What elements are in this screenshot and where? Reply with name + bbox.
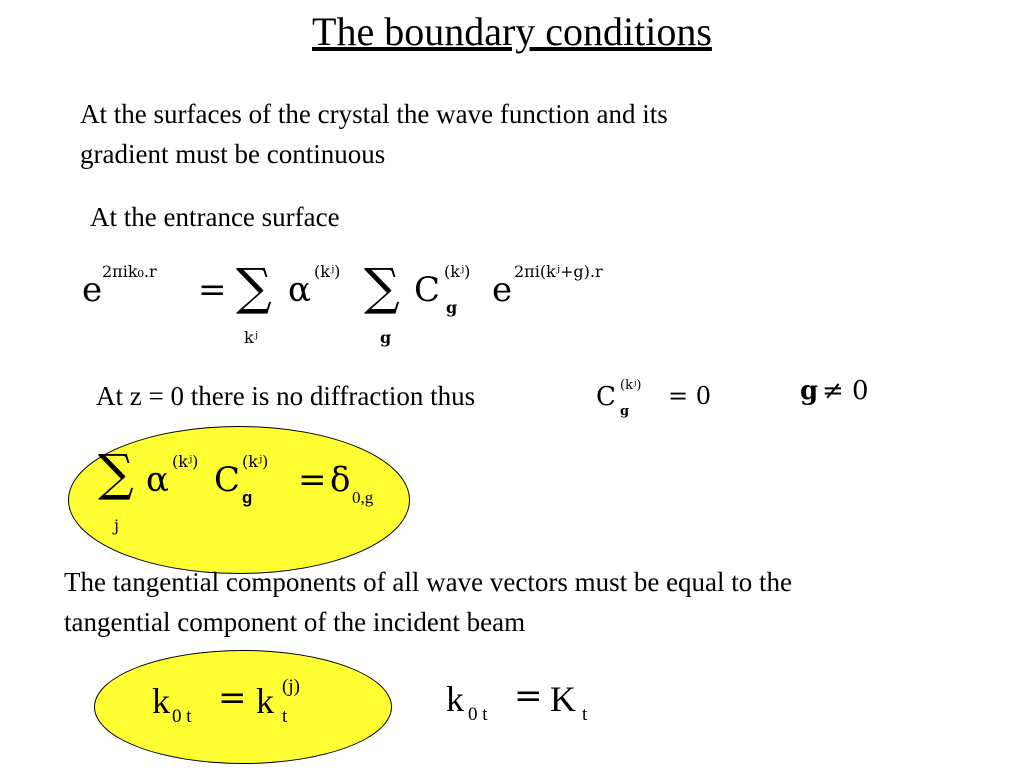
lhs-e: e (82, 270, 103, 310)
k0t-subscript: 0 t (172, 706, 192, 727)
alpha-superscript: (kʲ) (314, 262, 341, 281)
rhs-e: e (492, 270, 513, 310)
continuity-statement-line1: At the surfaces of the crystal the wave function and its (80, 99, 668, 129)
C-subscript: g (446, 298, 458, 317)
sum-sign-1: ∑ (236, 258, 272, 316)
sum1-index: kʲ (244, 328, 258, 347)
Kt-subscript: t (582, 704, 588, 725)
continuity-statement-line2: gradient must be continuous (80, 139, 386, 169)
entrance-equals: = (198, 270, 227, 310)
norm-equals: = (298, 460, 327, 500)
norm-alpha-superscript: (kʲ) (172, 452, 199, 471)
entrance-surface-label: At the entrance surface (90, 202, 340, 232)
C-coefficient: C (414, 270, 441, 310)
sum-j-index: j (114, 516, 119, 535)
delta-subscript: 0,g (352, 488, 374, 507)
kjt-superscript: (j) (282, 676, 300, 697)
tangential-statement-line1: The tangential components of all wave vectors must be equal to the (64, 567, 793, 597)
z0-C: C (596, 382, 616, 412)
sum2-index: g (380, 328, 392, 347)
tangential-equals-2: = (514, 676, 543, 716)
norm-C-superscript: (kʲ) (242, 452, 269, 471)
Kt-K: K (550, 679, 576, 719)
slide-title: The boundary conditions (312, 9, 712, 54)
kjt-k: k (256, 681, 274, 721)
rhs-exponent: 2πi(kʲ+g).r (514, 262, 603, 281)
sum-sign-j: ∑ (98, 444, 134, 502)
C-superscript: (kʲ) (444, 262, 471, 281)
alpha-symbol: α (288, 270, 311, 310)
tangential-statement-line2: tangential component of the incident beam (64, 607, 526, 637)
k0t-subscript-2: 0 t (468, 704, 488, 725)
z0-statement: At z = 0 there is no diffraction thus (96, 381, 476, 411)
z0-C-subscript: g (620, 404, 630, 419)
k0t-k-2: k (446, 679, 464, 719)
kronecker-delta: δ (330, 460, 351, 500)
sum-sign-2: ∑ (364, 258, 400, 316)
norm-alpha: α (146, 460, 169, 500)
norm-C: C (214, 460, 241, 500)
z0-rhs: = 0 (668, 382, 712, 410)
lhs-exponent: 2πik₀.r (102, 262, 157, 281)
tangential-equals-1: = (218, 678, 247, 718)
z0-C-superscript: (kʲ) (620, 378, 642, 393)
g-vector: g (800, 376, 819, 406)
k0t-k: k (152, 681, 170, 721)
kjt-subscript: t (282, 706, 288, 727)
g-not-equal-zero: ≠ 0 (822, 376, 869, 406)
norm-C-subscript: g (242, 488, 253, 507)
